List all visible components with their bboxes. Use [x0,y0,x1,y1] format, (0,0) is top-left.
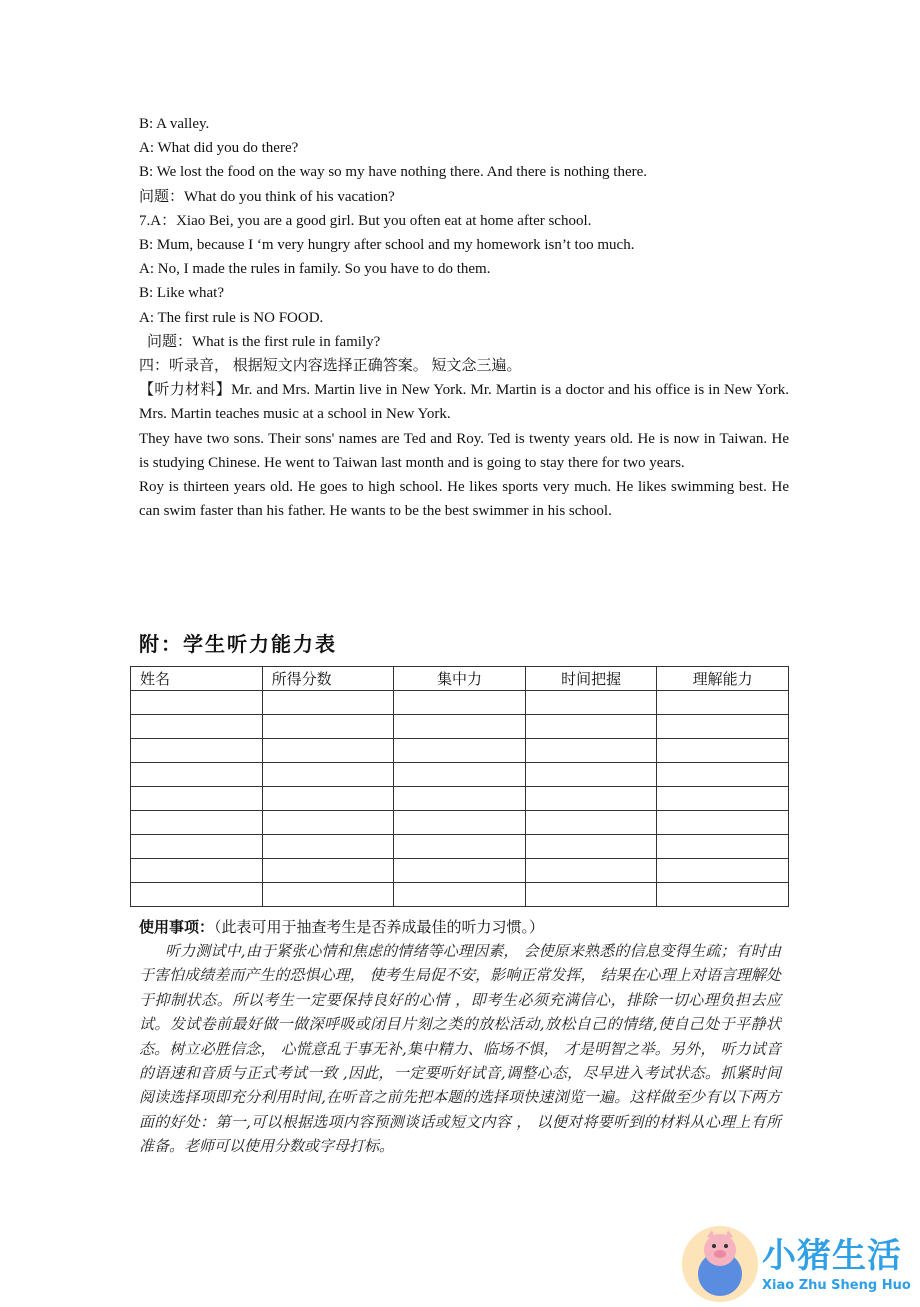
table-row [131,811,789,835]
passage-paragraph: They have two sons. Their sons' names are Ted and Roy. Ted is twenty years old. He is now in Taiwan. He is studying Chinese. He went to Taiwan last month and is going to stay there for two years. [139,430,789,471]
table-cell [525,739,657,763]
table-cell [657,883,789,907]
table-cell [131,739,263,763]
table-cell [262,859,394,883]
usage-label: 使用事项： [139,918,215,936]
table-cell [657,739,789,763]
table-cell [394,859,526,883]
table-cell [394,691,526,715]
usage-text: （此表可用于抽查考生是否养成最佳的听力习惯。） [214,918,545,936]
table-cell [131,691,263,715]
header-concentration: 集中力 [394,667,526,691]
table-cell [525,691,657,715]
table-cell [525,715,657,739]
table-cell [394,835,526,859]
header-comprehension: 理解能力 [657,667,789,691]
table-cell [131,883,263,907]
table-cell [131,859,263,883]
table-row [131,739,789,763]
table-cell [131,811,263,835]
table-cell [262,763,394,787]
table-cell [394,787,526,811]
table-cell [657,763,789,787]
table-cell [657,691,789,715]
table-cell [525,859,657,883]
logo-subtitle: Xiao Zhu Sheng Huo [762,1278,911,1293]
logo-name: 小猪生活 [762,1236,902,1276]
table-cell [394,763,526,787]
table-cell [131,715,263,739]
table-row [131,715,789,739]
dialogue-line: B: Mum, because I ‘m very hungry after school and my homework isn’t too much. [139,237,635,254]
table-header-row [131,667,789,691]
table-row [131,787,789,811]
table-cell [131,835,263,859]
dialogue-line: 7.A：Xiao Bei, you are a good girl. But you often eat at home after school. [139,212,592,229]
table-cell [525,763,657,787]
table-cell [394,739,526,763]
table-cell [262,835,394,859]
table-cell [394,715,526,739]
table-row [131,859,789,883]
table-body [131,691,789,907]
table-cell [262,739,394,763]
table-cell [657,715,789,739]
header-score: 所得分数 [262,667,394,691]
dialogue-line: B: Like what? [139,285,224,302]
passage-paragraph: 【听力材料】Mr. and Mrs. Martin live in New York. Mr. Martin is a doctor and his office is in New York. Mrs. Martin teaches music at a school in New York. [139,382,789,423]
table-cell [525,835,657,859]
table-cell [657,835,789,859]
table-cell [262,715,394,739]
table-cell [525,811,657,835]
listening-ability-table [130,666,789,907]
passage-paragraph: Roy is thirteen years old. He goes to high school. He likes sports very much. He likes swimming best. He can swim faster than his father. He wants to be the best swimmer in his school. [139,479,789,520]
question-line: 问题：What do you think of his vacation? [139,188,395,205]
table-cell [262,691,394,715]
table-cell [657,787,789,811]
table-cell [262,883,394,907]
table-cell [657,811,789,835]
dialogue-line: A: What did you do there? [139,140,299,157]
appendix-title: 附：学生听力能力表 [139,632,337,656]
table-row [131,691,789,715]
pig-mascot-icon [680,1216,760,1302]
table-cell [131,787,263,811]
table-row [131,883,789,907]
table-cell [131,763,263,787]
brand-logo [680,1216,920,1302]
question-line: 问题：What is the first rule in family? [147,333,381,350]
usage-line [139,915,781,939]
document-body [139,112,789,523]
table-cell [525,883,657,907]
dialogue-line: A: No, I made the rules in family. So you have to do them. [139,261,491,278]
table-cell [657,859,789,883]
dialogue-line: B: We lost the food on the way so my have nothing there. And there is nothing there. [139,164,648,181]
table-cell [525,787,657,811]
section-heading: 四：听录音， 根据短文内容选择正确答案。 短文念三遍。 [139,358,522,375]
table-cell [262,787,394,811]
table-cell [394,811,526,835]
table-cell [394,883,526,907]
dialogue-line: A: The first rule is NO FOOD. [139,309,324,326]
header-time-control: 时间把握 [525,667,657,691]
table-cell [262,811,394,835]
table-row [131,835,789,859]
usage-notes [139,915,781,1159]
advice-paragraph: 听力测试中,由于紧张心情和焦虑的情绪等心理因素， 会使原来熟悉的信息变得生疏；有时由于害怕成绩差而产生的恐惧心理， 使考生局促不安，影响正常发挥， 结果在心理上对语言理解处于抑制状态。所以考生一定要保持良好的心情 ，即考生必须充满信心，排除一切心理负担去应试。发试卷前最好做一做深呼吸或闭目片刻之类的放松活动,放松自己的情绪,使自己处于平静状态。树立必胜信念， 心慌意乱于事无补,集中精力、临场不惧， 才是明智之举。另外， 听力试音的语速和音质与正式考试一致 ,因此，一定要听好试音,调整心态，尽早进入考试状态。抓紧时间阅读选择项即充分利用时间,在听音之前先把本题的选择项快速浏览一遍。这样做至少有以下两方面的好处：第一,可以根据选项内容预测谈话或短文内容 ， 以便对将要听到的材料从心理上有所准备。老师可以使用分数或字母打标。 [139,942,781,1156]
dialogue-line: B: A valley. [139,116,210,132]
table-row [131,763,789,787]
header-name: 姓名 [131,667,263,691]
